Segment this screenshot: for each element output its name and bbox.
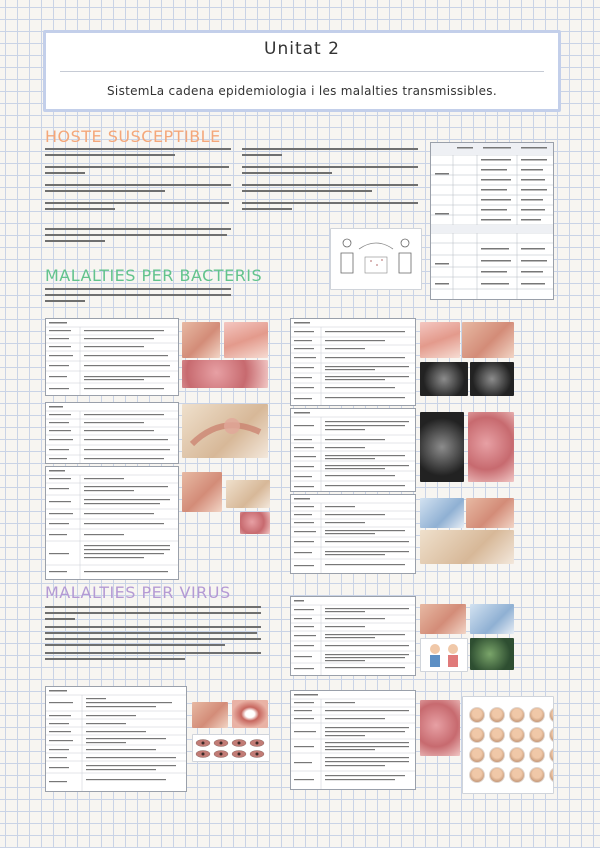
host-text-right [242, 146, 422, 226]
chest-xray-image-1 [420, 362, 468, 396]
people-figure-icon [331, 229, 421, 289]
virus-card-3 [290, 690, 416, 790]
symptom-face-icon [549, 747, 554, 763]
symptom-face-icon [509, 707, 525, 723]
brain-section-image [182, 322, 220, 358]
symptom-face-icon [469, 727, 485, 743]
covid-symptoms-chart [462, 696, 554, 794]
arm-lesion-image [226, 480, 270, 508]
symptom-face-icon [529, 707, 545, 723]
flu-patient-image [420, 604, 466, 634]
table-grid [46, 467, 178, 579]
bacteria-card-3 [45, 466, 179, 580]
coronavirus-image [420, 700, 460, 756]
eye-icons [193, 735, 269, 761]
blurred-text-lines [45, 286, 235, 308]
bacteria-intro-text [45, 286, 235, 308]
host-text-left [45, 146, 235, 246]
symptom-face-icon [489, 707, 505, 723]
symptom-face-icon [469, 707, 485, 723]
table-grid [291, 409, 415, 491]
bacteria-card-5 [290, 408, 416, 492]
bacteria-card-2 [45, 402, 179, 464]
virus-card-2 [290, 596, 416, 676]
page-title: Unitat 2 [264, 39, 340, 59]
skin-infection-image [466, 498, 514, 528]
symptom-face-icon [469, 767, 485, 783]
conjunctivitis-eye-image [232, 700, 268, 728]
tissue-infection-image [182, 404, 268, 458]
table-grid [291, 597, 415, 675]
bacteria-card-1 [45, 318, 179, 396]
virus-card-1 [45, 686, 187, 792]
infection-illustration [330, 228, 422, 290]
table-grid [46, 687, 186, 791]
blurred-text-lines [45, 146, 235, 246]
blurred-text-lines [242, 146, 422, 226]
symptom-faces-grid [469, 707, 554, 783]
symptom-face-icon [469, 747, 485, 763]
page-subtitle: SistemLa cadena epidemiologia i les malalties transmissibles. [107, 84, 497, 98]
lung-tissue-image [468, 412, 514, 482]
bacteria-microscope-image [420, 498, 464, 528]
table-grid [291, 495, 415, 573]
eye-symptoms-grid [192, 734, 270, 762]
tb-xray-image [420, 412, 464, 482]
patient-symptoms-image [462, 322, 514, 358]
symptom-face-icon [509, 727, 525, 743]
meningitis-diagram-image [182, 360, 268, 388]
wound-figure-icon [182, 404, 268, 458]
virus-particles-image [470, 638, 514, 670]
bacteria-card-4 [290, 318, 416, 406]
meninges-image [224, 322, 268, 358]
treatment-image [420, 530, 514, 564]
lung-anatomy-image [420, 322, 460, 358]
bacteria-card-6 [290, 494, 416, 574]
title-box [43, 30, 561, 112]
virus-transmission-image [470, 604, 514, 634]
table-grid [291, 319, 415, 405]
symptom-face-icon [549, 707, 554, 723]
symptom-face-icon [529, 767, 545, 783]
table-grid [46, 319, 178, 395]
heading-bacterial-diseases: MALALTIES PER BACTERIS [45, 266, 263, 285]
people-icon [421, 639, 467, 671]
symptom-face-icon [549, 767, 554, 783]
table-grid [431, 143, 553, 299]
symptom-face-icon [489, 747, 505, 763]
facial-lesion-image [182, 472, 222, 512]
symptom-face-icon [489, 727, 505, 743]
blurred-text-lines [45, 604, 265, 678]
chest-xray-image-2 [470, 362, 514, 396]
symptom-face-icon [489, 767, 505, 783]
child-face-image [192, 702, 228, 728]
heading-viral-diseases: MALALTIES PER VIRUS [45, 583, 231, 602]
table-grid [291, 691, 415, 789]
vaccines-table [430, 142, 554, 300]
heading-host-susceptible: HOSTE SUSCEPTIBLE [45, 127, 221, 146]
table-grid [46, 403, 178, 463]
symptom-face-icon [529, 747, 545, 763]
symptom-face-icon [509, 767, 525, 783]
symptom-face-icon [509, 747, 525, 763]
skin-rash-image [240, 512, 270, 534]
symptom-face-icon [549, 727, 554, 743]
title-divider [60, 71, 544, 72]
hygiene-illustration [420, 638, 468, 672]
symptom-face-icon [529, 727, 545, 743]
virus-intro-text [45, 604, 265, 678]
